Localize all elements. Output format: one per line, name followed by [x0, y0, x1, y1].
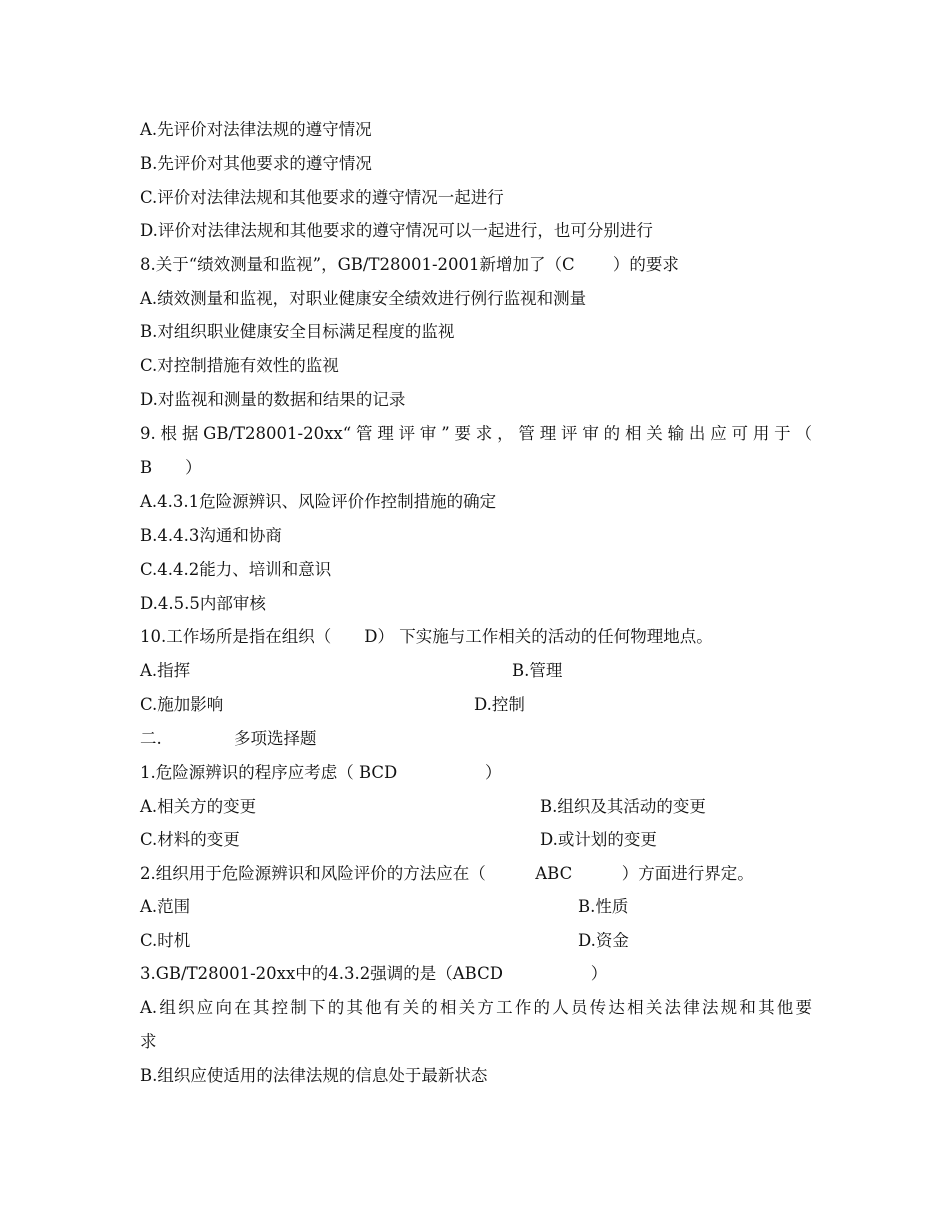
m2-option-d: D.资金 [578, 931, 629, 950]
q8-option-d: D.对监视和测量的数据和结果的记录 [140, 390, 406, 409]
m3-option-a-continued: 求 [140, 1032, 157, 1051]
option-b-compliance-other: B.先评价对其他要求的遵守情况 [140, 154, 372, 173]
q9-option-a: A.4.3.1危险源辨识、风险评价作控制措施的确定 [140, 492, 497, 511]
m1-option-d: D.或计划的变更 [540, 830, 657, 849]
question-10: 10.工作场所是指在组织（ D） 下实施与工作相关的活动的任何物理地点。 [140, 627, 713, 646]
q8-option-b: B.对组织职业健康安全目标满足程度的监视 [140, 322, 455, 341]
m2-option-c: C.时机 [140, 931, 191, 950]
m3-option-b: B.组织应使适用的法律法规的信息处于最新状态 [140, 1066, 488, 1085]
q9-option-c: C.4.4.2能力、培训和意识 [140, 560, 332, 579]
q9-option-d: D.4.5.5内部审核 [140, 594, 266, 613]
q8-option-a: A.绩效测量和监视，对职业健康安全绩效进行例行监视和测量 [140, 289, 587, 308]
q10-option-d: D.控制 [474, 695, 525, 714]
question-8: 8.关于“绩效测量和监视”，GB/T28001-2001新增加了（C ）的要求 [140, 255, 679, 274]
m2-option-b: B.性质 [578, 897, 629, 916]
option-d-compliance-either: D.评价对法律法规和其他要求的遵守情况可以一起进行，也可分别进行 [140, 221, 653, 240]
option-a-compliance-laws: A.先评价对法律法规的遵守情况 [140, 120, 372, 139]
section-title: 多项选择题 [234, 729, 317, 748]
m2-option-a: A.范围 [140, 897, 191, 916]
multi-question-1: 1.危险源辨识的程序应考虑（ BCD ） [140, 763, 502, 782]
option-c-compliance-together: C.评价对法律法规和其他要求的遵守情况一起进行 [140, 188, 504, 207]
q10-option-b: B.管理 [512, 661, 563, 680]
q8-option-c: C.对控制措施有效性的监视 [140, 356, 339, 375]
section-number: 二. [140, 729, 162, 748]
question-9: 9.根据GB/T28001-20xx“管理评审”要求，管理评审的相关输出应可用于（ [140, 424, 812, 443]
question-9-answer: B ） [140, 458, 202, 477]
m1-option-b: B.组织及其活动的变更 [540, 797, 706, 816]
q9-option-b: B.4.4.3沟通和协商 [140, 526, 282, 545]
multi-question-3: 3.GB/T28001-20xx中的4.3.2强调的是（ABCD ） [140, 964, 608, 983]
q10-option-a: A.指挥 [140, 661, 191, 680]
q10-option-c: C.施加影响 [140, 695, 224, 714]
m1-option-c: C.材料的变更 [140, 830, 240, 849]
m3-option-a: A.组织应向在其控制下的其他有关的相关方工作的人员传达相关法律法规和其他要 [140, 998, 812, 1017]
multi-question-2: 2.组织用于危险源辨识和风险评价的方法应在（ ABC ）方面进行界定。 [140, 864, 754, 883]
m1-option-a: A.相关方的变更 [140, 797, 257, 816]
